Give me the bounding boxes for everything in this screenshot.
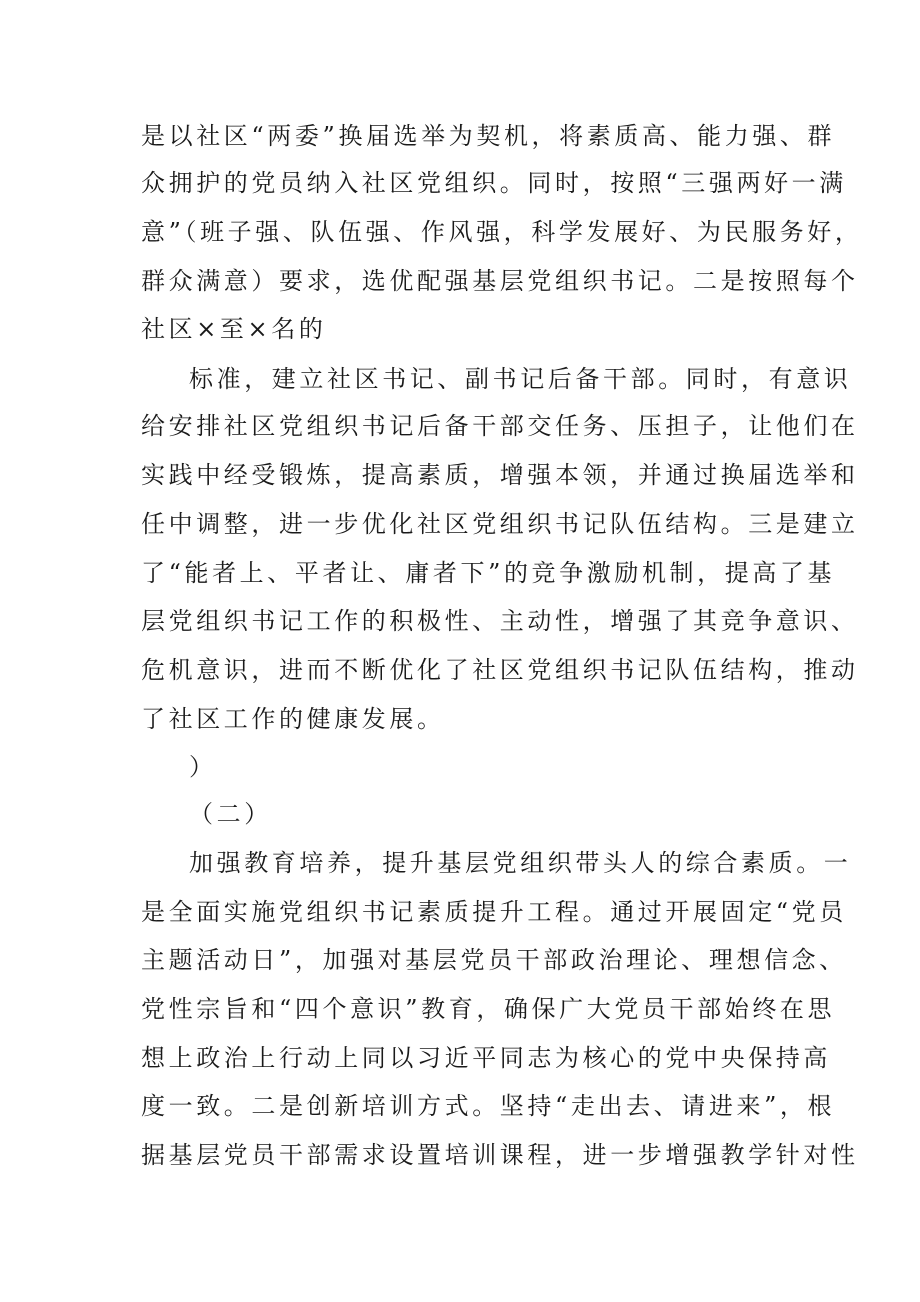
text-line: 标准，建立社区书记、副书记后备干部。同时，有意识: [189, 365, 852, 393]
text-line: 了“能者上、平者让、庸者下”的竞争激励机制，提高了基: [141, 559, 836, 587]
text-line: 危机意识，进而不断优化了社区党组织书记队伍结构，推动: [141, 656, 859, 684]
text-line: 想上政治上行动上同以习近平同志为核心的党中央保持高: [141, 1044, 831, 1072]
text-line: 任中调整，进一步优化社区党组织书记队伍结构。三是建立: [141, 510, 859, 538]
text-line: 据基层党员干部需求设置培训课程，进一步增强教学针对性: [141, 1141, 859, 1169]
text-line: ）: [189, 753, 217, 781]
text-line: 党性宗旨和“四个意识”教育，确保广大党员干部始终在思: [141, 995, 836, 1023]
text-line: 度一致。二是创新培训方式。坚持“走出去、请进来”，根: [141, 1092, 836, 1120]
text-line: 是以社区“两委”换届选举为契机，将素质高、能力强、群: [141, 122, 836, 150]
text-line: 众拥护的党员纳入社区党组织。同时，按照“三强两好一满: [141, 169, 847, 197]
text-line: 实践中经受锻炼，提高素质，增强本领，并通过换届选举和: [141, 461, 859, 489]
text-line: 主题活动日”，加强对基层党员干部政治理论、理想信念、: [141, 946, 847, 974]
text-line: 是全面实施党组织书记素质提升工程。通过开展固定“党员: [141, 898, 847, 926]
text-line: 层党组织书记工作的积极性、主动性，增强了其竞争意识、: [141, 607, 859, 635]
text-line: 意”（班子强、队伍强、作风强，科学发展好、为民服务好，: [141, 218, 863, 246]
text-line: 给安排社区党组织书记后备干部交任务、压担子，让他们在: [141, 412, 859, 440]
text-line: 群众满意）要求，选优配强基层党组织书记。二是按照每个: [141, 267, 859, 295]
text-line: 了社区工作的健康发展。: [141, 705, 445, 733]
text-line: 社区×至×名的: [141, 315, 327, 343]
text-line: 加强教育培养，提升基层党组织带头人的综合素质。一: [189, 849, 852, 877]
section-heading: （二）: [189, 800, 272, 828]
